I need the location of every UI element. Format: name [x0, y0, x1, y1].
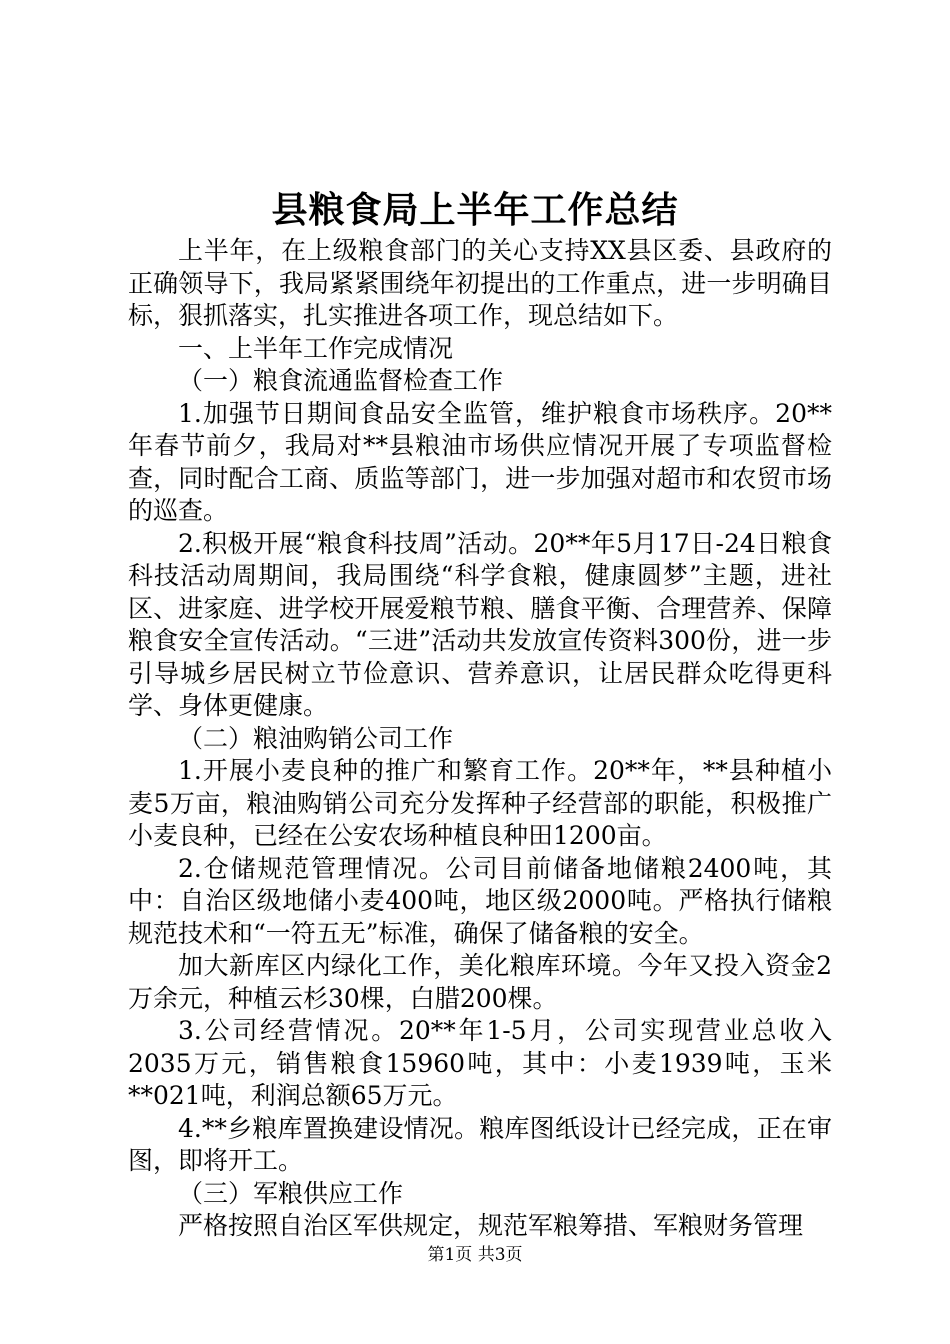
paragraph-item: 2.积极开展“粮食科技周”活动。20**年5月17日-24日粮食科技活动周期间，我局围绕“科学食粮，健康圆梦”主题，进社区、进家庭、进学校开展爱粮节粮、膳食平衡、合理营养、保障粮食安全宣传活动。“三进”活动共发放宣传资料300份，进一步引导城乡居民树立节俭意识、营养意识，让居民群众吃得更科学、身体更健康。 — [128, 528, 832, 720]
paragraph-item: 2.仓储规范管理情况。公司目前储备地储粮2400吨，其中：自治区级地储小麦400吨，地区级2000吨。严格执行储粮规范技术和“一符五无”标准，确保了储备粮的安全。 — [128, 853, 832, 948]
paragraph-item: 3.公司经营情况。20**年1-5月，公司实现营业总收入2035万元，销售粮食15960吨，其中：小麦1939吨，玉米**021吨，利润总额65万元。 — [128, 1016, 832, 1110]
paragraph-item: 加大新库区内绿化工作，美化粮库环境。今年又投入资金2万余元，种植云杉30棵，白腊200棵。 — [128, 951, 832, 1013]
heading-section-1: 一、上半年工作完成情况 — [178, 333, 454, 363]
page-number: 第1页 共3页 — [427, 1245, 523, 1265]
subheading-2: （二）粮油购销公司工作 — [178, 723, 454, 753]
paragraph-intro: 上半年，在上级粮食部门的关心支持XX县区委、县政府的正确领导下，我局紧紧围绕年初提出的工作重点，进一步明确目标，狠抓落实，扎实推进各项工作，现总结如下。 — [128, 236, 832, 330]
document-title: 县粮食局上半年工作总结 — [271, 189, 679, 231]
document-body — [128, 235, 832, 1243]
paragraph-item: 1.加强节日期间食品安全监管，维护粮食市场秩序。20**年春节前夕，我局对**县粮油市场供应情况开展了专项监督检查，同时配合工商、质监等部门，进一步加强对超市和农贸市场的巡查。 — [128, 398, 832, 525]
subheading-1: （一）粮食流通监督检查工作 — [178, 366, 504, 395]
paragraph-item: 1.开展小麦良种的推广和繁育工作。20**年，**县种植小麦5万亩，粮油购销公司充分发挥种子经营部的职能，积极推广小麦良种，已经在公安农场种植良种田1200亩。 — [128, 756, 832, 850]
paragraph-item: 严格按照自治区军供规定，规范军粮筹措、军粮财务管理 — [178, 1211, 804, 1240]
subheading-3: （三）军粮供应工作 — [178, 1178, 404, 1208]
paragraph-item: 4.**乡粮库置换建设情况。粮库图纸设计已经完成，正在审图，即将开工。 — [128, 1113, 832, 1175]
